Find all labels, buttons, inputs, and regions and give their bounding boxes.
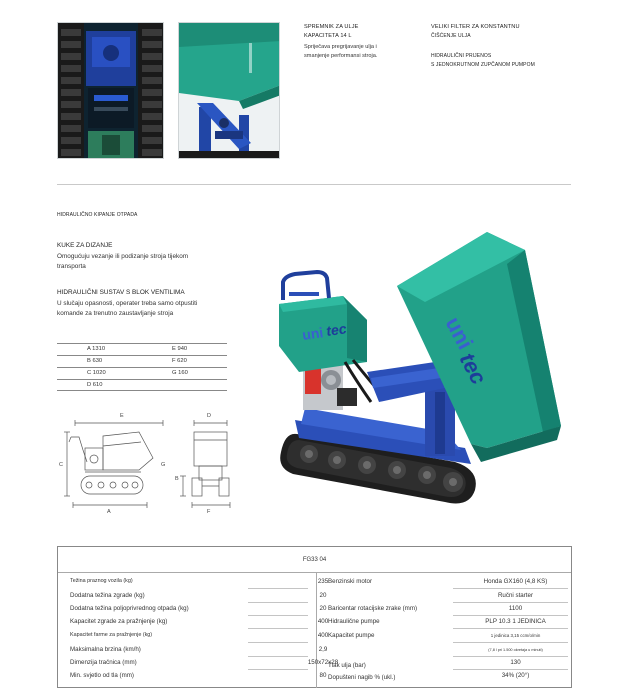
row-rule [453, 602, 568, 603]
oil-tank-text-line2: smanjenje performansi stroja. [304, 53, 378, 59]
spec-label: Hidraulične pumpe [328, 618, 380, 625]
transmission-subtitle: S JEDNOKRUTNOM ZUPČANOM PUMPOM [431, 62, 535, 68]
row-rule [248, 588, 308, 589]
specifications-table [57, 546, 572, 688]
dimension-value: A 1310 [87, 346, 106, 352]
hydraulic-system-text-line1: U slučaju opasnosti, operater treba samo otpustiti [57, 300, 198, 307]
row-rule [453, 642, 568, 643]
spec-value: Ručni starter [497, 592, 534, 599]
row-rule [453, 628, 568, 629]
dim-label-c: C [59, 462, 63, 468]
spec-label: Dimenzija tračnica (mm) [70, 659, 137, 666]
oil-tank-title-line1: SPREMNIK ZA ULJE [304, 24, 359, 30]
spec-value: PLP 10.3 1 JEDINICA [485, 618, 546, 625]
spec-label: Baricentar rotacijske zrake (mm) [328, 605, 418, 612]
spec-label: Kapacitet farme za pražnjenje (kg) [70, 632, 153, 638]
dimension-value: E 940 [172, 346, 188, 352]
dim-label-b: B [175, 476, 179, 482]
spec-value: 400 [317, 632, 329, 639]
dimensions-row [57, 379, 227, 391]
hydraulic-tipping-label: HIDRAULIČNO KIPANJE OTPADA [57, 212, 138, 218]
spec-label: Kapacitet pumpe [328, 632, 375, 639]
dimensions-row [57, 367, 227, 379]
dump-bin-closeup-photo [178, 22, 280, 159]
dimension-value: F 620 [172, 358, 187, 364]
spec-label: Dopušteni nagib % (ukl.) [328, 674, 396, 681]
spec-value: 1 jedinica 3,15 ccm/o/min [490, 633, 541, 638]
spec-value: 34% (20°) [501, 672, 530, 679]
spec-value: Honda GX160 (4,8 KS) [483, 578, 548, 585]
oil-tank-title-line2: KAPACITETA 14 L [304, 33, 352, 39]
row-rule [248, 615, 308, 616]
engine-closeup-photo [57, 22, 164, 159]
model-code: FG33 04 [58, 547, 571, 573]
spec-value: 2,9 [318, 646, 328, 653]
dump-bin-illustration [179, 23, 280, 159]
row-rule [453, 669, 568, 670]
table-column-divider [316, 573, 317, 688]
lifting-hooks-text-line1: Omogućuju vezanje ili podizanje stroja tijekom [57, 253, 189, 260]
dimension-value: C 1020 [87, 370, 106, 376]
spec-label: Min. svjetlo od tla (mm) [70, 672, 134, 679]
engine-closeup-illustration [58, 23, 164, 159]
row-rule [248, 642, 308, 643]
spec-value: 130 [510, 659, 521, 666]
spec-label: Maksimalna brzina (km/h) [70, 646, 141, 653]
technical-drawing [55, 410, 240, 522]
hydraulic-system-title: HIDRAULIČNI SUSTAV S BLOK VENTILIMA [57, 289, 185, 296]
filter-title: VELIKI FILTER ZA KONSTANTNU [431, 24, 520, 30]
row-rule [248, 656, 308, 657]
svg-text:uni: uni [440, 312, 479, 354]
dim-label-e: E [120, 413, 124, 419]
spec-value: 80 [319, 672, 327, 679]
lifting-hooks-text-line2: transporta [57, 263, 86, 270]
spec-label: Tlak ulja (bar) [328, 662, 366, 669]
lifting-hooks-title: KUKE ZA DIZANJE [57, 242, 113, 249]
row-rule [453, 615, 568, 616]
dimensions-table [57, 343, 227, 391]
row-rule [248, 669, 308, 670]
dimensions-row [57, 343, 227, 355]
dim-label-d: D [207, 413, 211, 419]
row-rule [248, 602, 308, 603]
dim-label-f: F [207, 509, 211, 515]
transmission-title: HIDRAULIČNI PRIJENOS [431, 53, 492, 59]
mini-dumper-illustration [275, 212, 565, 512]
spec-value: 400 [317, 618, 329, 625]
section-divider [57, 184, 571, 185]
spec-value: 20 [319, 605, 327, 612]
dimension-value: B 630 [87, 358, 103, 364]
svg-text:uni: uni [301, 324, 325, 343]
spec-label: Dodatna težina poljoprivrednog otpada (kg) [70, 605, 189, 612]
spec-label: Benzinski motor [328, 578, 373, 585]
spec-label: Kapacitet zgrade za pražnjenje (kg) [70, 618, 168, 625]
dim-label-a: A [107, 509, 111, 515]
row-rule [453, 656, 568, 657]
row-rule [248, 628, 308, 629]
oil-tank-text-line1: Spriječava pregrijavanje ulja i [304, 44, 377, 50]
spec-label: Dodatna težina zgrade (kg) [70, 592, 145, 599]
spec-label: Težina praznog vozila (kg) [70, 578, 133, 584]
dimension-value: D 610 [87, 382, 103, 388]
svg-text:tec: tec [325, 320, 348, 339]
spec-value: 20 [319, 592, 327, 599]
spec-value: 150x72x28 [307, 659, 339, 666]
row-rule [453, 588, 568, 589]
dim-label-g: G [161, 462, 166, 468]
spec-value: 1100 [508, 605, 523, 612]
svg-text:tec: tec [454, 348, 492, 389]
filter-subtitle: ČIŠĆENJE ULJA [431, 33, 471, 39]
dimensions-row [57, 355, 227, 367]
spec-value: 235 [317, 578, 329, 585]
spec-value: (7,8 l pri 1.500 okretaja u minuti) [488, 648, 543, 652]
hydraulic-system-text-line2: komande za trenutno zaustavljanje stroja [57, 310, 174, 317]
dimension-value: G 160 [172, 370, 188, 376]
